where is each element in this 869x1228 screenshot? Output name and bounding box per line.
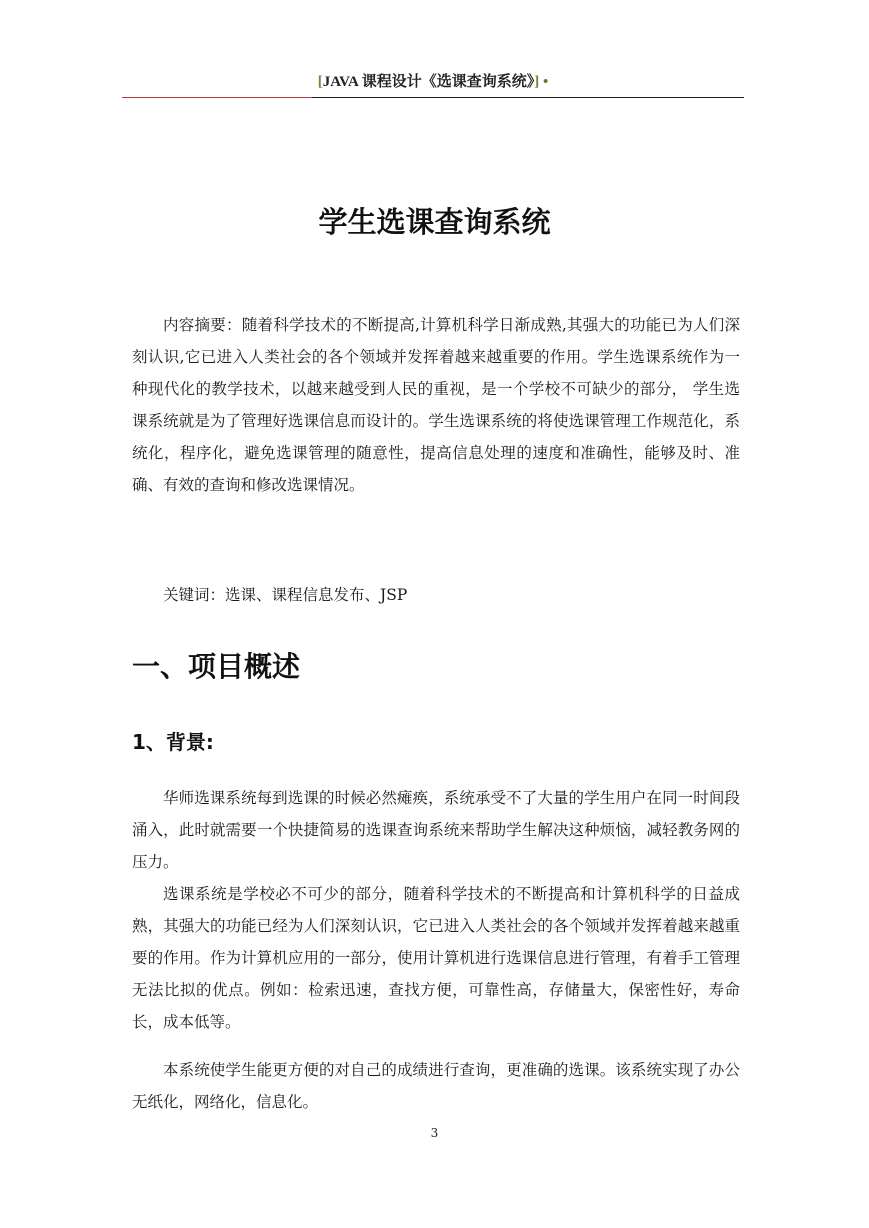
- abstract-paragraph: 内容摘要：随着科学技术的不断提高,计算机科学日渐成熟,其强大的功能已为人们深刻认识,它已进入人类社会的各个领域并发挥着越来越重要的作用。学生选课系统作为一种现代化的教学技术，以越来越受到人民的重视，是一个学校不可缺少的部分， 学生选课系统就是为了管理好选课信息而设计的。学生选课系统的将使选课管理工作规范化，系统化，程序化，避免选课管理的随意性，提高信息处理的速度和准确性，能够及时、准确、有效的查询和修改选课情况。: [132, 316, 740, 494]
- document-title: 学生选课查询系统: [318, 205, 551, 239]
- page-number: 3: [430, 1126, 439, 1140]
- keywords-line: 关键词：选课、课程信息发布、JSP: [163, 586, 408, 604]
- body-paragraph-1: 华师选课系统每到选课的时候必然瘫痪，系统承受不了大量的学生用户在同一时间段涌入，此时就需要一个快捷简易的选课查询系统来帮助学生解决这种烦恼，减轻教务网的压力。: [132, 789, 740, 871]
- header-open-bracket: [: [317, 74, 323, 90]
- header-dot: •: [543, 74, 549, 90]
- body-paragraph-2: 选课系统是学校必不可少的部分，随着科学技术的不断提高和计算机科学的日益成熟，其强大的功能已经为人们深刻认识，它已进入人类社会的各个领域并发挥着越来越重要的作用。作为计算机应用的一部分，使用计算机进行选课信息进行管理，有着手工管理无法比拟的优点。例如：检索迅速，查找方便，可靠性高，存储量大，保密性好，寿命长，成本低等。: [132, 885, 740, 1031]
- subsection-heading: 1、背景:: [132, 730, 214, 754]
- section-heading: 一、项目概述: [132, 650, 301, 683]
- body-paragraph-3: 本系统使学生能更方便的对自己的成绩进行查询，更准确的选课。该系统实现了办公无纸化，网络化，信息化。: [132, 1061, 740, 1111]
- header-rule: [122, 97, 744, 98]
- header-close-bracket: ]: [534, 74, 540, 90]
- header-text: JAVA 课程设计《选课查询系统》: [322, 74, 535, 90]
- running-header: [122, 70, 744, 91]
